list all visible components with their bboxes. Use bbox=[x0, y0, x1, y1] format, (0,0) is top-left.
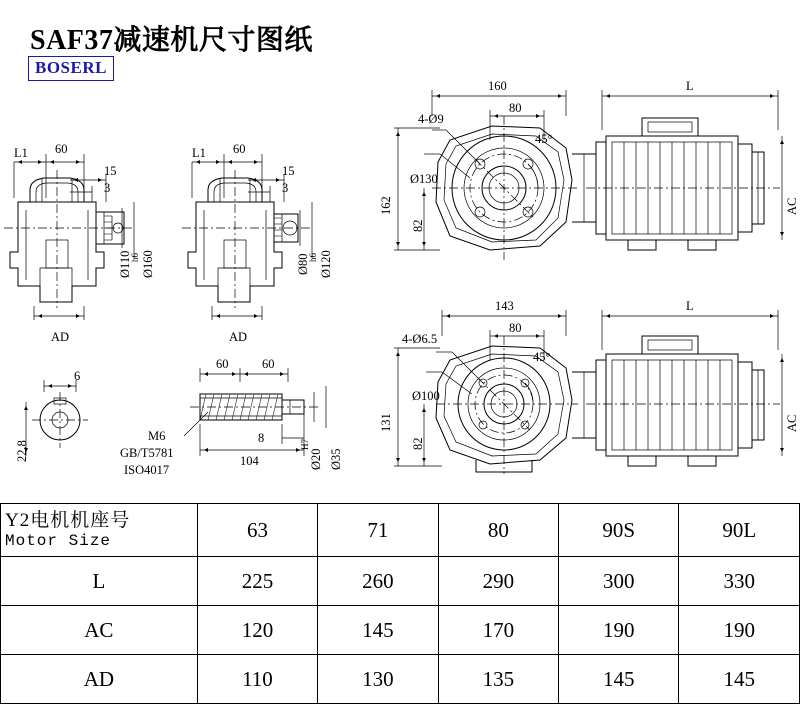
label-view1-AD: AD bbox=[51, 330, 70, 344]
label-view1-h6: h6 bbox=[130, 253, 140, 262]
label-detail-d20: Ø20 bbox=[309, 448, 323, 470]
cell-AC-90s: 190 bbox=[559, 606, 679, 655]
dimension-table bbox=[0, 503, 800, 704]
cell-AD-63: 110 bbox=[197, 655, 317, 704]
label-lower-4xd65: 4-Ø6.5 bbox=[402, 332, 438, 346]
label-detail-60a: 60 bbox=[216, 357, 229, 371]
cell-AC-63: 120 bbox=[197, 606, 317, 655]
label-view1-d110: Ø110 bbox=[118, 250, 132, 278]
cell-AC-80: 170 bbox=[438, 606, 558, 655]
label-detail-8: 8 bbox=[258, 431, 265, 445]
label-view2-L1: L1 bbox=[192, 146, 206, 160]
label-view2-60: 60 bbox=[233, 142, 246, 156]
table-row bbox=[1, 655, 800, 704]
header-size-80: 80 bbox=[438, 504, 558, 557]
cell-L-63: 225 bbox=[197, 557, 317, 606]
row-label-AC: AC bbox=[1, 606, 198, 655]
label-detail-gbt: GB/T5781 bbox=[120, 446, 174, 460]
label-upper-45deg: 45° bbox=[535, 132, 553, 146]
label-upper-4xd9: 4-Ø9 bbox=[418, 112, 444, 126]
upper-assembly-view bbox=[380, 70, 800, 300]
label-lower-L: L bbox=[686, 299, 694, 313]
table-row bbox=[1, 606, 800, 655]
label-view1-L1: L1 bbox=[14, 146, 28, 160]
label-upper-80: 80 bbox=[509, 101, 522, 115]
cell-AD-80: 135 bbox=[438, 655, 558, 704]
table-row-header bbox=[1, 504, 800, 557]
label-view2-d80: Ø80 bbox=[296, 253, 310, 275]
label-lower-82: 82 bbox=[411, 437, 425, 450]
cell-AD-71: 130 bbox=[318, 655, 438, 704]
header-size-63: 63 bbox=[197, 504, 317, 557]
cell-L-90l: 330 bbox=[679, 557, 800, 606]
cell-AC-71: 145 bbox=[318, 606, 438, 655]
logo-text: BOSERL bbox=[35, 58, 107, 77]
label-upper-d130: Ø130 bbox=[410, 172, 438, 186]
label-shaft-6: 6 bbox=[74, 369, 81, 383]
row-label-L: L bbox=[1, 557, 198, 606]
label-lower-80: 80 bbox=[509, 321, 522, 335]
header-motor-size-en: Motor Size bbox=[5, 531, 112, 550]
label-view2-3: 3 bbox=[282, 181, 289, 195]
lower-assembly-view bbox=[380, 290, 800, 505]
cell-AD-90l: 145 bbox=[679, 655, 800, 704]
label-upper-L: L bbox=[686, 79, 694, 93]
label-view2-h6: h6 bbox=[308, 253, 318, 262]
cell-L-90s: 300 bbox=[559, 557, 679, 606]
table-row bbox=[1, 557, 800, 606]
label-view2-d120: Ø120 bbox=[319, 250, 333, 278]
page-title: SAF37减速机尺寸图纸 bbox=[30, 25, 313, 56]
header-size-71: 71 bbox=[318, 504, 438, 557]
cell-L-71: 260 bbox=[318, 557, 438, 606]
cell-L-80: 290 bbox=[438, 557, 558, 606]
label-detail-iso: ISO4017 bbox=[124, 463, 170, 477]
cell-AC-90l: 190 bbox=[679, 606, 800, 655]
label-view1-3: 3 bbox=[104, 181, 111, 195]
label-detail-60b: 60 bbox=[262, 357, 275, 371]
left-view-1 bbox=[0, 140, 200, 310]
label-detail-M6: M6 bbox=[148, 429, 166, 443]
label-detail-d35: Ø35 bbox=[329, 448, 343, 470]
label-lower-45deg: 45° bbox=[533, 350, 551, 364]
label-lower-d100: Ø100 bbox=[412, 389, 440, 403]
header-size-90s: 90S bbox=[559, 504, 679, 557]
label-upper-AC: AC bbox=[785, 197, 799, 215]
label-view2-15: 15 bbox=[282, 164, 295, 178]
label-lower-131: 131 bbox=[379, 413, 393, 432]
label-upper-82: 82 bbox=[411, 219, 425, 232]
label-detail-h7: H7 bbox=[300, 439, 310, 450]
cell-AD-90s: 145 bbox=[559, 655, 679, 704]
left-view-2 bbox=[178, 140, 378, 310]
label-view1-15: 15 bbox=[104, 164, 117, 178]
label-shaft-22-8: 22.8 bbox=[15, 440, 29, 462]
label-upper-160: 160 bbox=[488, 79, 507, 93]
header-motor-size-cn: Y2电机机座号 bbox=[5, 509, 131, 531]
logo bbox=[28, 56, 114, 81]
header-motor-size-cell bbox=[1, 504, 198, 557]
label-upper-162: 162 bbox=[379, 196, 393, 215]
label-detail-104: 104 bbox=[240, 454, 259, 468]
label-view1-60: 60 bbox=[55, 142, 68, 156]
label-view1-d160: Ø160 bbox=[141, 250, 155, 278]
header-size-90l: 90L bbox=[679, 504, 800, 557]
label-lower-143: 143 bbox=[495, 299, 514, 313]
label-lower-AC: AC bbox=[785, 414, 799, 432]
label-view2-AD: AD bbox=[229, 330, 248, 344]
shaft-detail-view bbox=[168, 352, 388, 472]
row-label-AD: AD bbox=[1, 655, 198, 704]
